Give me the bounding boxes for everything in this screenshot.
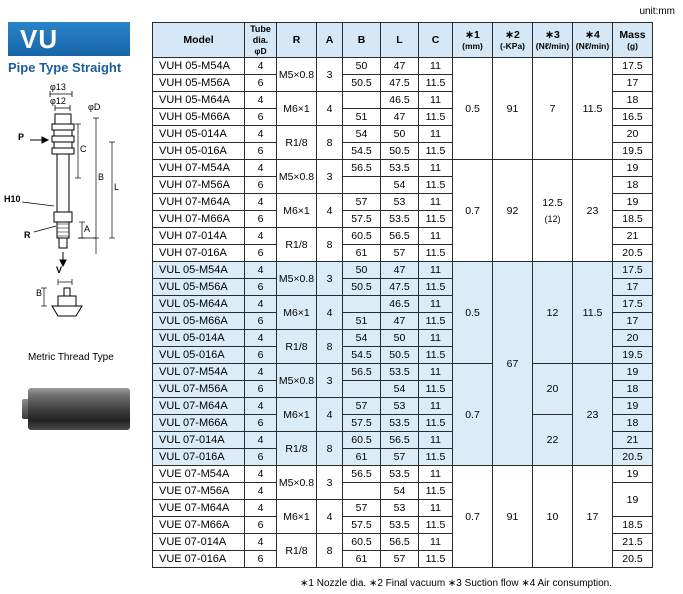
cell-a: 4 <box>317 500 343 534</box>
cell-b: 54 <box>343 330 381 347</box>
cell-c: 11 <box>419 500 453 517</box>
cell-mass: 18.5 <box>613 211 653 228</box>
cell-c: 11 <box>419 126 453 143</box>
cell-a: 8 <box>317 126 343 160</box>
cell-c: 11 <box>419 398 453 415</box>
cell-c: 11.5 <box>419 483 453 500</box>
cell-mass: 20.5 <box>613 245 653 262</box>
th-vacuum-label: ∗2 <box>505 28 520 41</box>
cell-tube-dia: 4 <box>245 126 277 143</box>
cell-nozzle: 0.5 <box>453 262 493 364</box>
dim-phi13: φ13 <box>50 82 66 92</box>
cell-l: 54 <box>381 177 419 194</box>
cell-tube-dia: 6 <box>245 109 277 126</box>
th-tube-dia-sub: φD <box>254 46 267 56</box>
th-r <box>277 23 317 58</box>
cell-b: 51 <box>343 109 381 126</box>
cell-b: 61 <box>343 245 381 262</box>
cell-tube-dia: 6 <box>245 517 277 534</box>
cell-l: 50.5 <box>381 347 419 364</box>
unit-note: unit:mm <box>639 6 675 17</box>
table-footnote: ∗1 Nozzle dia. ∗2 Final vacuum ∗3 Suction flow ∗4 Air consumption. <box>300 578 612 589</box>
cell-model: VUH 05-016A <box>153 143 245 160</box>
cell-l: 47 <box>381 58 419 75</box>
cell-r: M6×1 <box>277 92 317 126</box>
cell-flow: 10 <box>533 466 573 568</box>
cell-l: 57 <box>381 449 419 466</box>
cell-c: 11 <box>419 262 453 279</box>
cell-l: 47 <box>381 262 419 279</box>
th-b <box>343 23 381 58</box>
cell-tube-dia: 6 <box>245 143 277 160</box>
cell-flow: 12 <box>533 262 573 364</box>
cell-model: VUH 07-M54A <box>153 160 245 177</box>
th-air-sub: (Nℓ/min) <box>575 40 610 51</box>
cell-b: 50 <box>343 262 381 279</box>
cell-mass: 21 <box>613 228 653 245</box>
table-header <box>153 23 653 58</box>
cell-mass: 18 <box>613 177 653 194</box>
cell-l: 53 <box>381 194 419 211</box>
cell-model: VUE 07-M54A <box>153 466 245 483</box>
cell-model: VUL 05-M56A <box>153 279 245 296</box>
cell-mass: 21 <box>613 432 653 449</box>
cell-b: 56.5 <box>343 160 381 177</box>
cell-tube-dia: 6 <box>245 415 277 432</box>
table-row <box>153 364 653 381</box>
cell-a: 8 <box>317 534 343 568</box>
cell-c: 11.5 <box>419 347 453 364</box>
cell-model: VUE 07-016A <box>153 551 245 568</box>
cell-mass: 18 <box>613 381 653 398</box>
cell-b: 50.5 <box>343 75 381 92</box>
specification-table-wrap <box>152 22 653 568</box>
cell-nozzle: 0.7 <box>453 466 493 568</box>
cell-r: R1/8 <box>277 432 317 466</box>
cell-air: 23 <box>573 160 613 262</box>
cell-tube-dia: 4 <box>245 398 277 415</box>
cell-model: VUE 07-M64A <box>153 500 245 517</box>
th-mass <box>613 23 653 58</box>
cell-a: 3 <box>317 262 343 296</box>
cell-b <box>343 483 381 500</box>
dim-H10: H10 <box>4 194 21 204</box>
cell-tube-dia: 6 <box>245 75 277 92</box>
th-flow-sub: (Nℓ/min) <box>535 40 570 51</box>
cell-b: 57 <box>343 500 381 517</box>
cell-model: VUL 05-016A <box>153 347 245 364</box>
th-air <box>573 23 613 58</box>
th-nozzle <box>453 23 493 58</box>
th-model-label: Model <box>183 33 214 46</box>
cell-mass: 20 <box>613 330 653 347</box>
cell-model: VUH 05-M56A <box>153 75 245 92</box>
cell-model: VUH 05-M54A <box>153 58 245 75</box>
cell-r: M6×1 <box>277 296 317 330</box>
th-air-label: ∗4 <box>585 28 600 41</box>
dim-C: C <box>80 144 87 154</box>
cell-c: 11.5 <box>419 75 453 92</box>
cell-r: M5×0.8 <box>277 466 317 500</box>
cell-model: VUH 07-016A <box>153 245 245 262</box>
cell-model: VUL 05-M64A <box>153 296 245 313</box>
cell-c: 11.5 <box>419 551 453 568</box>
cell-mass: 17.5 <box>613 296 653 313</box>
cell-b: 50 <box>343 58 381 75</box>
cell-a: 3 <box>317 466 343 500</box>
cell-mass: 18.5 <box>613 517 653 534</box>
cell-l: 53.5 <box>381 160 419 177</box>
cell-tube-dia: 4 <box>245 160 277 177</box>
cell-c: 11.5 <box>419 211 453 228</box>
cell-model: VUL 05-014A <box>153 330 245 347</box>
cell-mass: 18 <box>613 415 653 432</box>
cell-c: 11 <box>419 466 453 483</box>
cell-mass: 17.5 <box>613 262 653 279</box>
cell-a: 8 <box>317 228 343 262</box>
cell-tube-dia: 6 <box>245 449 277 466</box>
cell-l: 50.5 <box>381 143 419 160</box>
cell-mass: 19.5 <box>613 143 653 160</box>
cell-tube-dia: 6 <box>245 551 277 568</box>
cell-model: VUH 07-M64A <box>153 194 245 211</box>
cell-model: VUH 07-M56A <box>153 177 245 194</box>
table-row <box>153 58 653 75</box>
cell-b: 57 <box>343 398 381 415</box>
cell-mass: 19 <box>613 364 653 381</box>
cell-b: 51 <box>343 313 381 330</box>
cell-b: 54.5 <box>343 143 381 160</box>
cell-c: 11.5 <box>419 313 453 330</box>
cell-c: 11 <box>419 194 453 211</box>
cell-b: 60.5 <box>343 432 381 449</box>
cell-a: 4 <box>317 92 343 126</box>
technical-drawing <box>0 82 150 342</box>
table-row <box>153 466 653 483</box>
cell-model: VUL 05-M54A <box>153 262 245 279</box>
cell-a: 3 <box>317 58 343 92</box>
cell-b: 56.5 <box>343 364 381 381</box>
cell-c: 11 <box>419 364 453 381</box>
cell-mass: 17 <box>613 313 653 330</box>
cell-mass: 19 <box>613 483 653 517</box>
cell-tube-dia: 4 <box>245 534 277 551</box>
cell-mass: 20 <box>613 126 653 143</box>
cell-mass: 17 <box>613 279 653 296</box>
cell-c: 11.5 <box>419 143 453 160</box>
cell-l: 50 <box>381 126 419 143</box>
cell-l: 57 <box>381 245 419 262</box>
cell-mass: 17.5 <box>613 58 653 75</box>
th-model <box>153 23 245 58</box>
cell-l: 56.5 <box>381 534 419 551</box>
cell-a: 8 <box>317 432 343 466</box>
cell-mass: 17 <box>613 75 653 92</box>
cell-tube-dia: 6 <box>245 245 277 262</box>
th-l-label: L <box>396 33 403 46</box>
product-photo <box>28 388 130 430</box>
cell-tube-dia: 6 <box>245 347 277 364</box>
specification-table <box>152 22 653 568</box>
cell-tube-dia: 6 <box>245 381 277 398</box>
cell-c: 11 <box>419 296 453 313</box>
th-flow <box>533 23 573 58</box>
cell-r: R1/8 <box>277 126 317 160</box>
cell-l: 56.5 <box>381 228 419 245</box>
cell-b: 61 <box>343 551 381 568</box>
product-subtitle: Pipe Type Straight <box>8 60 122 75</box>
th-c <box>419 23 453 58</box>
cell-l: 57 <box>381 551 419 568</box>
cell-c: 11.5 <box>419 415 453 432</box>
cell-l: 47.5 <box>381 75 419 92</box>
cell-l: 53.5 <box>381 517 419 534</box>
cell-r: M6×1 <box>277 398 317 432</box>
cell-b: 60.5 <box>343 228 381 245</box>
th-r-label: R <box>292 33 301 46</box>
dim-V: V <box>56 265 63 275</box>
dim-L: L <box>114 182 120 192</box>
cell-mass: 18 <box>613 92 653 109</box>
dim-B2: B <box>36 288 43 298</box>
cell-a: 8 <box>317 330 343 364</box>
cell-a: 3 <box>317 160 343 194</box>
cell-nozzle: 0.7 <box>453 364 493 466</box>
cell-b: 56.5 <box>343 466 381 483</box>
metric-thread-caption: Metric Thread Type <box>28 352 114 363</box>
th-b-label: B <box>357 33 366 46</box>
cell-a: 4 <box>317 296 343 330</box>
th-nozzle-label: ∗1 <box>465 28 480 41</box>
cell-tube-dia: 4 <box>245 296 277 313</box>
cell-l: 46.5 <box>381 296 419 313</box>
cell-tube-dia: 4 <box>245 364 277 381</box>
cell-model: VUL 07-M56A <box>153 381 245 398</box>
cell-model: VUH 05-M64A <box>153 92 245 109</box>
cell-c: 11 <box>419 534 453 551</box>
cell-model: VUL 07-M54A <box>153 364 245 381</box>
th-a <box>317 23 343 58</box>
dim-P: P <box>18 132 25 142</box>
cell-mass: 19.5 <box>613 347 653 364</box>
th-vacuum <box>493 23 533 58</box>
cell-air: 11.5 <box>573 58 613 160</box>
product-illustration-panel <box>0 0 150 594</box>
cell-tube-dia: 4 <box>245 262 277 279</box>
th-a-label: A <box>325 33 334 46</box>
cell-c: 11 <box>419 228 453 245</box>
cell-l: 53.5 <box>381 364 419 381</box>
cell-air: 17 <box>573 466 613 568</box>
cell-c: 11 <box>419 330 453 347</box>
cell-b: 50.5 <box>343 279 381 296</box>
cell-tube-dia: 4 <box>245 432 277 449</box>
cell-b: 57 <box>343 194 381 211</box>
cell-l: 53.5 <box>381 466 419 483</box>
cell-r: M5×0.8 <box>277 58 317 92</box>
cell-c: 11 <box>419 432 453 449</box>
cell-l: 47.5 <box>381 279 419 296</box>
cell-c: 11.5 <box>419 279 453 296</box>
th-tube-dia-label: Tube dia. <box>250 24 271 45</box>
cell-l: 53.5 <box>381 211 419 228</box>
th-flow-label: ∗3 <box>545 28 560 41</box>
cell-tube-dia: 4 <box>245 58 277 75</box>
cell-model: VUL 05-M66A <box>153 313 245 330</box>
cell-l: 46.5 <box>381 92 419 109</box>
cell-mass: 19 <box>613 160 653 177</box>
cell-mass: 20.5 <box>613 551 653 568</box>
cell-l: 53.5 <box>381 415 419 432</box>
cell-tube-dia: 4 <box>245 330 277 347</box>
cell-r: M5×0.8 <box>277 364 317 398</box>
cell-b: 54.5 <box>343 347 381 364</box>
cell-model: VUL 07-M64A <box>153 398 245 415</box>
cell-model: VUE 07-M56A <box>153 483 245 500</box>
cell-nozzle: 0.5 <box>453 58 493 160</box>
cell-b <box>343 92 381 109</box>
cell-model: VUH 07-014A <box>153 228 245 245</box>
cell-c: 11.5 <box>419 449 453 466</box>
cell-flow: 7 <box>533 58 573 160</box>
dim-B: B <box>98 172 105 182</box>
cell-vacuum: 92 <box>493 160 533 262</box>
cell-c: 11 <box>419 160 453 177</box>
cell-l: 54 <box>381 381 419 398</box>
cell-tube-dia: 6 <box>245 177 277 194</box>
table-header-row <box>153 23 653 58</box>
table-row <box>153 262 653 279</box>
cell-mass: 16.5 <box>613 109 653 126</box>
cell-r: M5×0.8 <box>277 262 317 296</box>
cell-tube-dia: 6 <box>245 211 277 228</box>
cell-c: 11.5 <box>419 109 453 126</box>
cell-tube-dia: 6 <box>245 313 277 330</box>
cell-flow: 20 <box>533 364 573 415</box>
cell-mass: 19 <box>613 194 653 211</box>
cell-mass: 20.5 <box>613 449 653 466</box>
cell-tube-dia: 4 <box>245 92 277 109</box>
th-mass-label: Mass <box>619 28 646 41</box>
cell-mass: 21.5 <box>613 534 653 551</box>
cell-vacuum: 67 <box>493 262 533 466</box>
drawing-svg <box>0 82 150 342</box>
th-l <box>381 23 419 58</box>
cell-tube-dia: 6 <box>245 279 277 296</box>
cell-r: M6×1 <box>277 500 317 534</box>
cell-c: 11.5 <box>419 177 453 194</box>
cell-b: 57.5 <box>343 517 381 534</box>
cell-r: R1/8 <box>277 534 317 568</box>
cell-model: VUL 07-M66A <box>153 415 245 432</box>
cell-nozzle: 0.7 <box>453 160 493 262</box>
cell-l: 53 <box>381 500 419 517</box>
vu-logo-text: VU <box>20 24 59 54</box>
cell-mass: 19 <box>613 466 653 483</box>
cell-r: M6×1 <box>277 194 317 228</box>
cell-air: 11.5 <box>573 262 613 364</box>
th-vacuum-sub: (-KPa) <box>499 40 526 51</box>
cell-r: M5×0.8 <box>277 160 317 194</box>
cell-tube-dia: 4 <box>245 466 277 483</box>
cell-model: VUE 07-014A <box>153 534 245 551</box>
cell-tube-dia: 4 <box>245 194 277 211</box>
cell-c: 11.5 <box>419 517 453 534</box>
cell-vacuum: 91 <box>493 58 533 160</box>
th-c-label: C <box>431 33 440 46</box>
cell-model: VUL 07-016A <box>153 449 245 466</box>
cell-flow: 12.5 (12) <box>533 160 573 262</box>
table-body <box>153 58 653 568</box>
cell-mass: 19 <box>613 398 653 415</box>
dim-A: A <box>84 224 91 234</box>
cell-r: R1/8 <box>277 330 317 364</box>
cell-a: 4 <box>317 194 343 228</box>
cell-b: 57.5 <box>343 415 381 432</box>
cell-air: 23 <box>573 364 613 466</box>
cell-b <box>343 296 381 313</box>
cell-l: 50 <box>381 330 419 347</box>
cell-model: VUH 07-M66A <box>153 211 245 228</box>
cell-b: 57.5 <box>343 211 381 228</box>
cell-b: 54 <box>343 126 381 143</box>
table-row <box>153 160 653 177</box>
cell-tube-dia: 4 <box>245 500 277 517</box>
cell-model: VUH 05-014A <box>153 126 245 143</box>
th-mass-sub: (g) <box>627 40 638 51</box>
cell-a: 4 <box>317 398 343 432</box>
cell-model: VUH 05-M66A <box>153 109 245 126</box>
cell-model: VUL 07-014A <box>153 432 245 449</box>
cell-flow: 22 <box>533 415 573 466</box>
cell-c: 11 <box>419 92 453 109</box>
cell-vacuum: 91 <box>493 466 533 568</box>
cell-r: R1/8 <box>277 228 317 262</box>
cell-l: 47 <box>381 109 419 126</box>
dim-R: R <box>24 230 31 240</box>
cell-c: 11 <box>419 58 453 75</box>
cell-tube-dia: 4 <box>245 483 277 500</box>
cell-l: 47 <box>381 313 419 330</box>
th-nozzle-sub: (mm) <box>462 40 483 51</box>
cell-tube-dia: 4 <box>245 228 277 245</box>
dim-phiD: φD <box>88 102 101 112</box>
cell-c: 11.5 <box>419 381 453 398</box>
cell-a: 3 <box>317 364 343 398</box>
cell-l: 54 <box>381 483 419 500</box>
cell-l: 56.5 <box>381 432 419 449</box>
cell-c: 11.5 <box>419 245 453 262</box>
cell-b: 60.5 <box>343 534 381 551</box>
th-tube-dia <box>245 23 277 58</box>
cell-b <box>343 381 381 398</box>
cell-b: 61 <box>343 449 381 466</box>
dim-phi12: φ12 <box>50 96 66 106</box>
cell-model: VUE 07-M66A <box>153 517 245 534</box>
cell-l: 53 <box>381 398 419 415</box>
cell-b <box>343 177 381 194</box>
